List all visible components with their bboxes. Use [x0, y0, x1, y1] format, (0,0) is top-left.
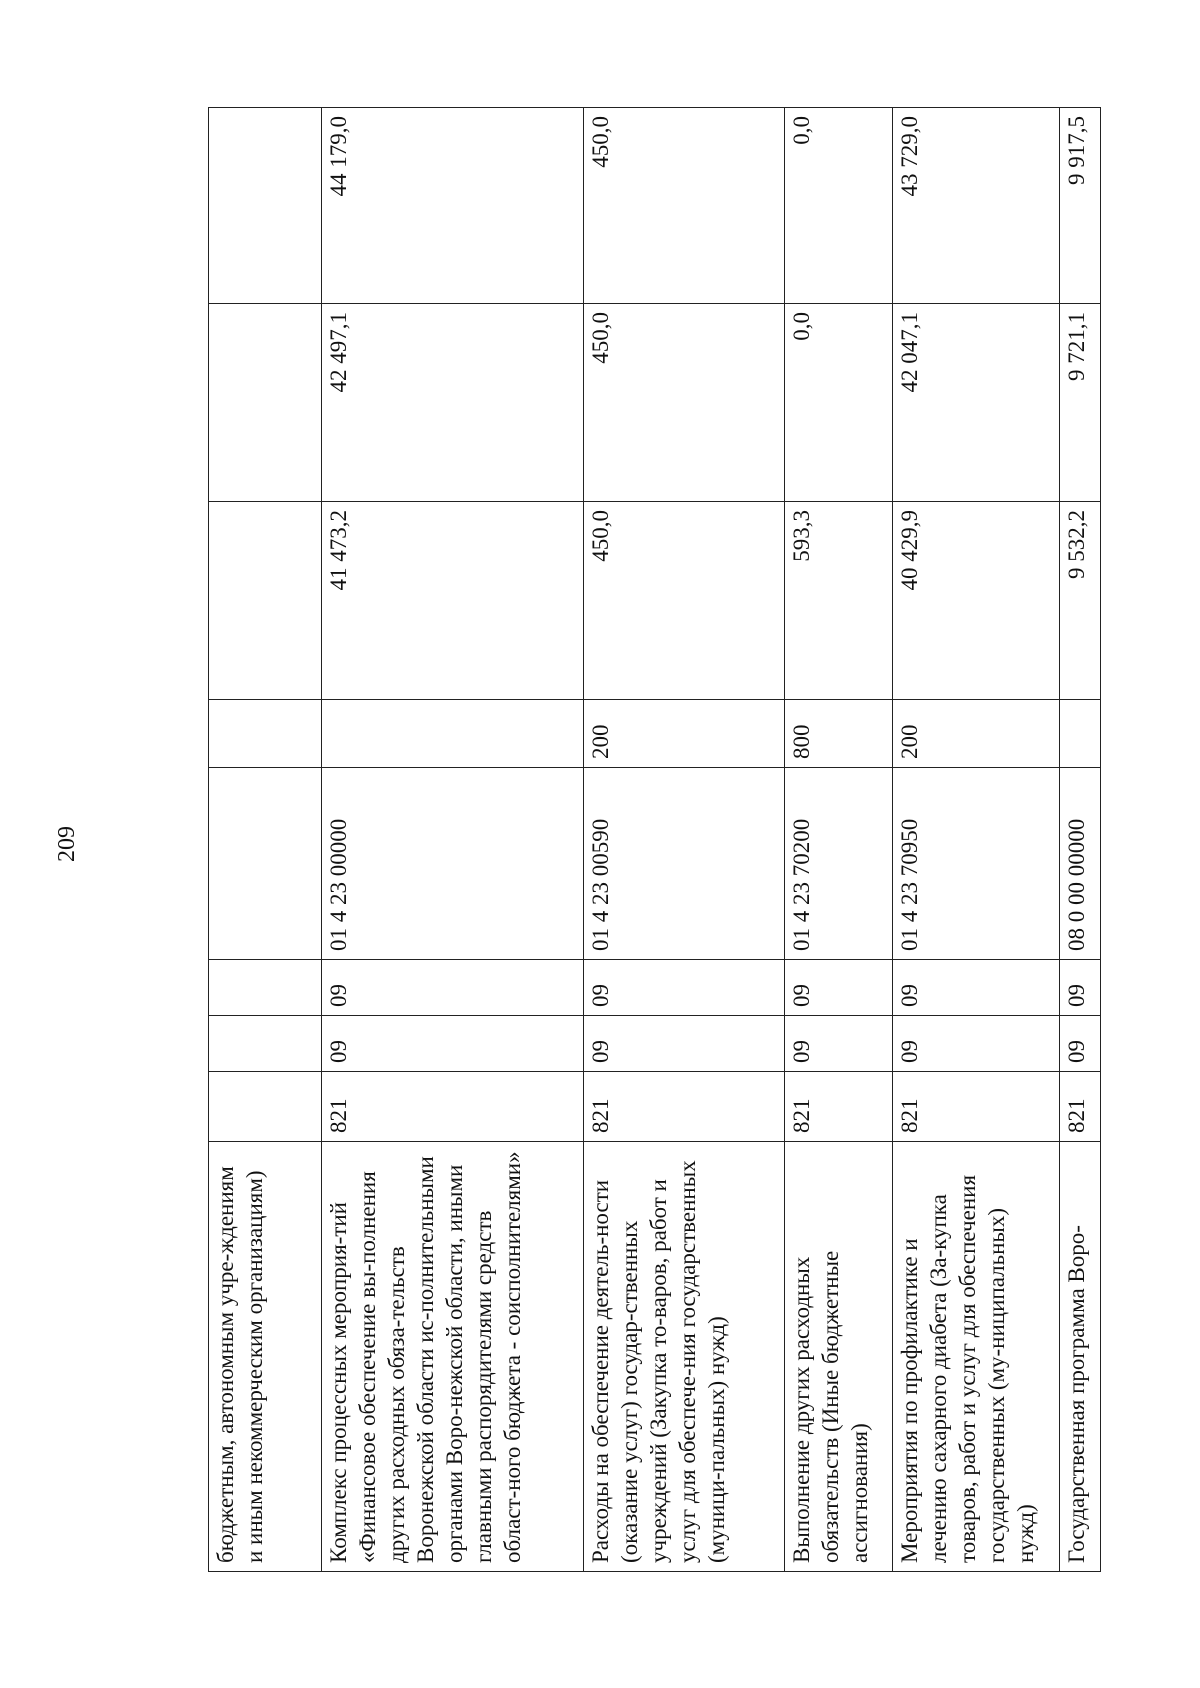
section-code: [1059, 1016, 1100, 1072]
expense-type-code: 200: [584, 700, 785, 768]
expense-type-code: [1059, 700, 1100, 768]
section-code: 09: [584, 1016, 785, 1072]
amount-year-3: 450,0: [584, 108, 785, 304]
table-row: [892, 108, 1059, 1572]
table-row: [785, 108, 892, 1572]
grbs-code: 821: [785, 1072, 892, 1142]
amount-year-1: 41 473,2: [321, 502, 584, 700]
grbs-code: [209, 1072, 322, 1142]
rotated-table-container: [208, 108, 1101, 1572]
section-code-text: 09: [1063, 1040, 1089, 1063]
amount-year-1: 40 429,9: [892, 502, 1059, 700]
grbs-code-text: 821: [1063, 1098, 1089, 1133]
page-number: 209: [54, 826, 80, 862]
target-article-code-text: 08 0 00 00000: [1063, 818, 1089, 951]
subsection-code-text: 09: [1063, 984, 1089, 1007]
amount-year-2: 42 497,1: [321, 304, 584, 502]
expense-type-code: [209, 700, 322, 768]
subsection-code: [1059, 960, 1100, 1016]
table-row: [584, 108, 785, 1572]
table-row: [321, 108, 584, 1572]
amount-year-3: 44 179,0: [321, 108, 584, 304]
amount-year-1: 450,0: [584, 502, 785, 700]
expense-type-code: [321, 700, 584, 768]
amount-year-2-text: 9 721,1: [1063, 312, 1089, 381]
target-article-code: [209, 768, 322, 960]
expense-type-code: 800: [785, 700, 892, 768]
budget-table: [208, 107, 1101, 1572]
grbs-code: 821: [892, 1072, 1059, 1142]
amount-year-2: [209, 304, 322, 502]
row-name: Комплекс процессных мероприя-тий «Финансовое обеспечение вы-полнения других расходных обяза-тельств Воронежской области ис-полнительными органами Воро-нежской области, иными главными распорядителями средств област-ного бюджета - соисполнителями»: [321, 1142, 584, 1572]
target-article-code: 01 4 23 70200: [785, 768, 892, 960]
row-name: Расходы на обеспечение деятель-ности (оказание услуг) государ-ственных учреждений (Закупка то-варов, работ и услуг для обеспече-ния государственных (муници-пальных) нужд): [584, 1142, 785, 1572]
grbs-code: [1059, 1072, 1100, 1142]
amount-year-3: [1059, 108, 1100, 304]
amount-year-1-text: 9 532,2: [1063, 510, 1089, 579]
amount-year-2: 0,0: [785, 304, 892, 502]
amount-year-3-text: 9 917,5: [1063, 116, 1089, 185]
table-row: [1059, 108, 1100, 1572]
expense-type-code: 200: [892, 700, 1059, 768]
amount-year-3: 0,0: [785, 108, 892, 304]
section-code: 09: [785, 1016, 892, 1072]
subsection-code: 09: [321, 960, 584, 1016]
subsection-code: [209, 960, 322, 1016]
amount-year-2: [1059, 304, 1100, 502]
amount-year-3: 43 729,0: [892, 108, 1059, 304]
target-article-code: 01 4 23 00000: [321, 768, 584, 960]
target-article-code: 01 4 23 70950: [892, 768, 1059, 960]
expense-type-code-text: [1062, 708, 1084, 759]
amount-year-2: 42 047,1: [892, 304, 1059, 502]
amount-year-3: [209, 108, 322, 304]
subsection-code: 09: [892, 960, 1059, 1016]
section-code: [209, 1016, 322, 1072]
row-name: Выполнение других расходных обязательств (Иные бюджетные ассигнования): [785, 1142, 892, 1572]
row-name-text: Государственная программа Воро-: [1063, 1225, 1089, 1563]
section-code: 09: [321, 1016, 584, 1072]
grbs-code: 821: [584, 1072, 785, 1142]
amount-year-1: [209, 502, 322, 700]
section-code: 09: [892, 1016, 1059, 1072]
row-name: бюджетным, автономным учре-ждениям и иным некоммерческим организациям): [209, 1142, 322, 1572]
table-row: [209, 108, 322, 1572]
target-article-code: 01 4 23 00590: [584, 768, 785, 960]
amount-year-1: 593,3: [785, 502, 892, 700]
subsection-code: 09: [584, 960, 785, 1016]
amount-year-2: 450,0: [584, 304, 785, 502]
row-name: Мероприятия по профилактике и лечению сахарного диабета (За-купка товаров, работ и услуг для обеспечения государственных (му-ниципальных) нужд): [892, 1142, 1059, 1572]
target-article-code: [1059, 768, 1100, 960]
subsection-code: 09: [785, 960, 892, 1016]
row-name: [1059, 1142, 1100, 1572]
amount-year-1: [1059, 502, 1100, 700]
grbs-code: 821: [321, 1072, 584, 1142]
